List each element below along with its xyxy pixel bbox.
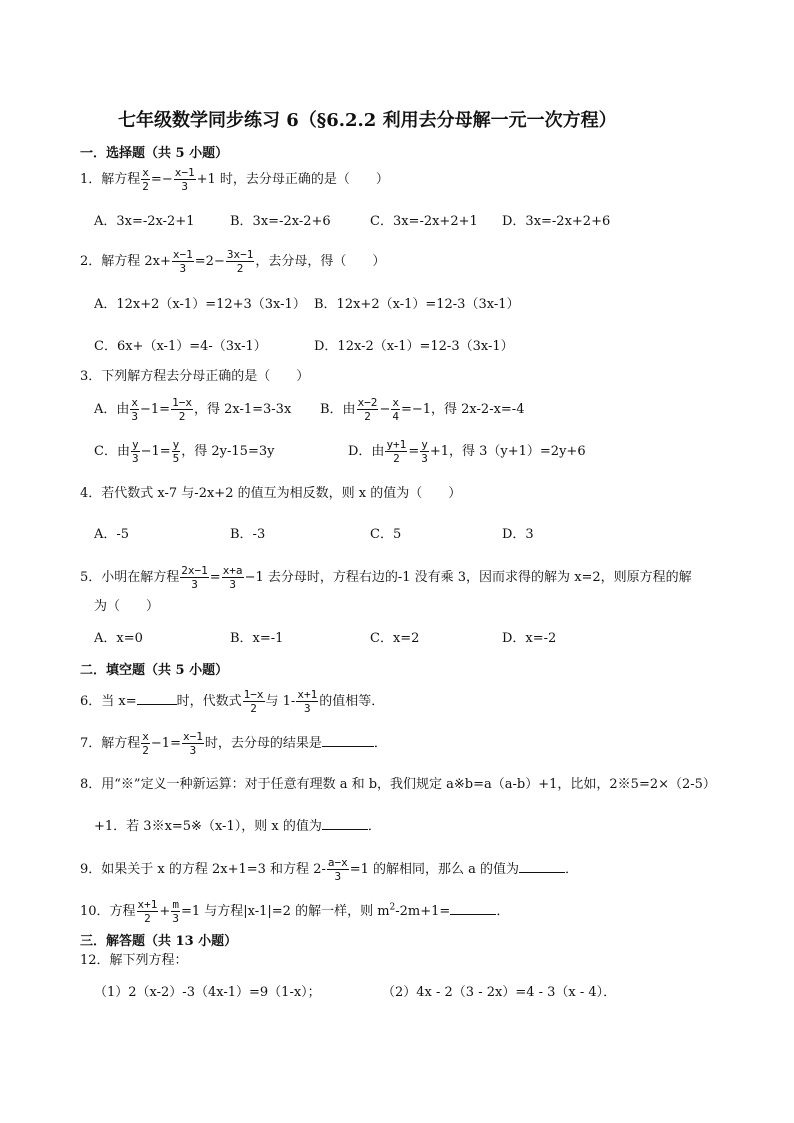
question-3-stem: 3．下列解方程去分母正确的是（ ） bbox=[80, 369, 310, 384]
fraction: $\frac{y}{5}$ bbox=[172, 438, 180, 465]
question-12-stem: 12．解下列方程： bbox=[80, 953, 188, 968]
q1-option-a: A．3x=-2x-2+1 bbox=[94, 214, 195, 229]
question-9: 9．如果关于 x 的方程 2x+1=3 和方程 2- $\frac{a-x}{3}$ =1 的解相同，那么 a 的值为 ． bbox=[80, 856, 579, 883]
q4-option-a: A．-5 bbox=[94, 527, 130, 542]
fraction: $\frac{1-x}{2}$ bbox=[243, 688, 264, 715]
fraction: $\frac{x}{2}$ bbox=[142, 166, 149, 193]
q3-option-a: A．由 $\frac{x}{3}$ −1= $\frac{1-x}{2}$ ，得 2x-1=3-3x bbox=[94, 396, 292, 423]
fraction: $\frac{m}{3}$ bbox=[172, 898, 179, 925]
question-6: 6．当 x= 时，代数式 $\frac{1-x}{2}$ 与 1- $\frac{x+1}{3}$ 的值相等． bbox=[80, 688, 385, 715]
fraction: $\frac{x+1}{2}$ bbox=[137, 898, 158, 925]
q2-option-c: C．6x+（x-1）=4-（3x-1） bbox=[94, 339, 267, 354]
q4-option-d: D．3 bbox=[502, 527, 534, 542]
question-12-part-2: （2）4x - 2（3 - 2x）=4 - 3（x - 4）． bbox=[382, 985, 617, 1000]
fraction: $\frac{a-x}{3}$ bbox=[327, 856, 348, 883]
fraction: $\frac{1-x}{2}$ bbox=[172, 396, 192, 423]
q5-option-a: A．x=0 bbox=[94, 631, 143, 646]
fraction: $\frac{2x-1}{3}$ bbox=[181, 564, 208, 591]
q5-option-c: C．x=2 bbox=[370, 631, 420, 646]
fraction: $\frac{y+1}{2}$ bbox=[386, 438, 407, 465]
fraction: $\frac{x-1}{3}$ bbox=[182, 730, 203, 757]
q3-option-c: C．由 $\frac{y}{3}$ −1= $\frac{y}{5}$ ，得 2y-15=3y bbox=[94, 438, 275, 465]
fraction: $\frac{3x-1}{2}$ bbox=[226, 248, 254, 275]
fraction: $\frac{x}{3}$ bbox=[131, 396, 139, 423]
question-1-stem: 1．解方程 $\frac{x}{2}$ =− $\frac{x-1}{3}$ +1 时，去分母正确的是（ ） bbox=[80, 166, 389, 193]
q2-option-a: A．12x+2（x-1）=12+3（3x-1） bbox=[94, 297, 306, 312]
q2-option-d: D．12x-2（x-1）=12-3（3x-1） bbox=[314, 339, 514, 354]
answer-blank[interactable] bbox=[322, 817, 368, 830]
question-2-stem: 2．解方程 2x+ $\frac{x-1}{3}$ =2− $\frac{3x-1}{2}$ ，去分母，得（ ） bbox=[80, 248, 386, 275]
fraction: $\frac{x+a}{3}$ bbox=[222, 564, 243, 591]
q4-option-c: C．5 bbox=[370, 527, 402, 542]
q1-option-c: C．3x=-2x+2+1 bbox=[370, 214, 478, 229]
question-8-line-2: +1．若 3※x=5※（x-1），则 x 的值为 ． bbox=[94, 819, 381, 834]
answer-blank[interactable] bbox=[322, 734, 374, 747]
answer-blank[interactable] bbox=[519, 860, 565, 873]
fraction: $\frac{x}{2}$ bbox=[142, 730, 149, 757]
q4-option-b: B．-3 bbox=[230, 527, 266, 542]
q5-option-b: B．x=-1 bbox=[230, 631, 284, 646]
question-5-continuation: 为（ ） bbox=[94, 599, 160, 614]
section-heading-fill: 二．填空题（共 5 小题） bbox=[80, 663, 229, 678]
q2-option-b: B．12x+2（x-1）=12-3（3x-1） bbox=[314, 297, 520, 312]
question-12-part-1: （1）2（x-2）-3（4x-1）=9（1-x）； bbox=[94, 985, 321, 1000]
q3-option-d: D．由 $\frac{y+1}{2}$ = $\frac{y}{3}$ +1，得 3（y+1）=2y+6 bbox=[348, 438, 586, 465]
fraction: $\frac{x-1}{3}$ bbox=[172, 248, 193, 275]
q3-option-b: B．由 $\frac{x-2}{2}$ − $\frac{x}{4}$ =−1，得 2x-2-x=-4 bbox=[320, 396, 525, 423]
page-title: 七年级数学同步练习 6（§6.2.2 利用去分母解一元一次方程） bbox=[118, 110, 617, 131]
section-heading-choice: 一．选择题（共 5 小题） bbox=[80, 146, 229, 161]
fraction: $\frac{y}{3}$ bbox=[131, 438, 139, 465]
fraction: $\frac{x-2}{2}$ bbox=[357, 396, 378, 423]
answer-blank[interactable] bbox=[137, 692, 177, 705]
question-4-stem: 4．若代数式 x-7 与-2x+2 的值互为相反数，则 x 的值为（ ） bbox=[80, 486, 462, 501]
q1-option-d: D．3x=-2x+2+6 bbox=[502, 214, 611, 229]
question-7: 7．解方程 $\frac{x}{2}$ −1= $\frac{x-1}{3}$ 时，去分母的结果是 ． bbox=[80, 730, 387, 757]
q5-option-d: D．x=-2 bbox=[502, 631, 557, 646]
question-8-line-1: 8．用“※”定义一种新运算：对于任意有理数 a 和 b，我们规定 a※b=a（a-b）+1，比如，2※5=2×（2-5） bbox=[80, 777, 716, 792]
q1-option-b: B．3x=-2x-2+6 bbox=[230, 214, 331, 229]
question-5-stem: 5．小明在解方程 $\frac{2x-1}{3}$ = $\frac{x+a}{3}$ −1 去分母时，方程右边的-1 没有乘 3，因而求得的解为 x=2，则原方程的解 bbox=[80, 564, 692, 591]
answer-blank[interactable] bbox=[450, 902, 496, 915]
fraction: $\frac{y}{3}$ bbox=[421, 438, 428, 465]
section-heading-solve: 三．解答题（共 13 小题） bbox=[80, 934, 238, 949]
fraction: $\frac{x-1}{3}$ bbox=[174, 166, 195, 193]
question-10: 10．方程 $\frac{x+1}{2}$ + $\frac{m}{3}$ =1 与方程|x-1|=2 的解一样，则 $m^2-2m+1=$ ． bbox=[80, 898, 510, 925]
fraction: $\frac{x}{4}$ bbox=[392, 396, 399, 423]
fraction: $\frac{x+1}{3}$ bbox=[297, 688, 318, 715]
